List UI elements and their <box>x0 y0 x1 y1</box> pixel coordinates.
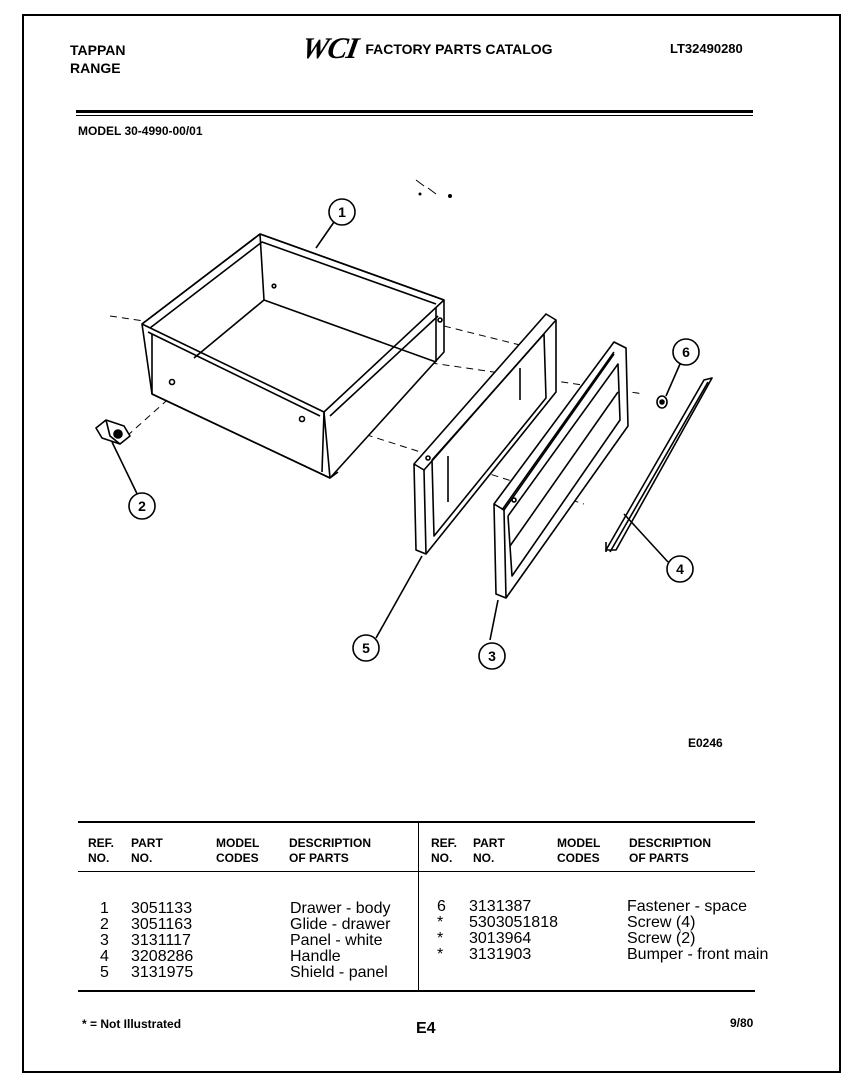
table-row <box>100 948 341 965</box>
right-header-ref: REF. NO. <box>431 836 458 865</box>
callout-5 <box>353 635 379 661</box>
table-header-rule <box>78 871 755 872</box>
left-header-ref: REF. NO. <box>88 836 115 865</box>
table-top-rule <box>78 821 755 823</box>
callout-1-label: 1 <box>338 204 346 220</box>
callout-4 <box>667 556 693 582</box>
callout-6-label: 6 <box>682 344 690 360</box>
left-header-model: MODEL CODES <box>216 836 260 865</box>
row-description: Screw (2) <box>627 930 696 947</box>
table-row <box>437 898 748 915</box>
row-description: Panel - white <box>290 932 383 949</box>
left-header-part: PART NO. <box>131 836 163 865</box>
row-ref: 2 <box>100 916 109 933</box>
row-ref: 3 <box>100 932 109 949</box>
row-ref: 6 <box>437 898 446 915</box>
diagram-code: E0246 <box>688 736 723 750</box>
table-row <box>437 914 696 931</box>
row-ref: 1 <box>100 900 109 917</box>
table-row <box>100 964 388 981</box>
callout-2 <box>129 493 155 519</box>
table-row <box>437 930 696 947</box>
row-part-number: 3131903 <box>469 946 532 963</box>
fastener-part <box>657 364 680 408</box>
row-description: Bumper - front main <box>627 946 769 963</box>
callout-2-label: 2 <box>138 498 146 514</box>
row-part-number: 3131975 <box>131 964 194 981</box>
row-ref: * <box>437 930 444 947</box>
row-ref: 5 <box>100 964 109 981</box>
catalog-number: LT32490280 <box>670 41 743 56</box>
wci-logo: WCI <box>299 32 361 65</box>
brand-name: TAPPAN <box>70 42 126 58</box>
row-part-number: 3208286 <box>131 948 194 965</box>
row-part-number: 5303051818 <box>469 914 558 931</box>
glide-part <box>96 420 142 504</box>
table-row <box>100 916 391 933</box>
row-description: Handle <box>290 948 341 965</box>
row-description: Fastener - space <box>627 898 748 915</box>
callout-5-label: 5 <box>362 640 370 656</box>
parts-catalog-page <box>22 14 841 1073</box>
table-row <box>100 932 383 949</box>
table-row <box>437 946 769 963</box>
right-header-desc: DESCRIPTION OF PARTS <box>629 836 712 865</box>
row-description: Screw (4) <box>627 914 696 931</box>
drawer-body-part <box>142 234 444 478</box>
row-part-number: 3131387 <box>469 898 532 915</box>
row-part-number: 3051133 <box>131 900 193 917</box>
product-name: RANGE <box>70 60 121 76</box>
page-number: E4 <box>416 1020 436 1037</box>
not-illustrated-note: * = Not Illustrated <box>82 1017 182 1031</box>
row-part-number: 3013964 <box>469 930 532 947</box>
right-header-model: MODEL CODES <box>557 836 601 865</box>
table-bottom-rule <box>78 990 755 992</box>
right-header-part: PART NO. <box>473 836 505 865</box>
model-number: MODEL 30-4990-00/01 <box>78 124 203 138</box>
callout-6 <box>673 339 699 365</box>
exploded-parts-diagram <box>24 16 839 806</box>
left-header-desc: DESCRIPTION OF PARTS <box>289 836 372 865</box>
row-ref: 4 <box>100 948 109 965</box>
row-part-number: 3051163 <box>131 916 193 933</box>
row-ref: * <box>437 946 444 963</box>
callout-3-label: 3 <box>488 648 496 664</box>
row-ref: * <box>437 914 444 931</box>
row-part-number: 3131117 <box>131 932 191 949</box>
callout-1 <box>316 199 355 248</box>
row-description: Drawer - body <box>290 900 391 917</box>
callout-4-label: 4 <box>676 561 684 577</box>
table-column-divider <box>418 821 419 990</box>
row-description: Shield - panel <box>290 964 388 981</box>
catalog-title: FACTORY PARTS CATALOG <box>365 41 553 57</box>
loose-screws <box>416 180 452 198</box>
revision-date: 9/80 <box>730 1016 754 1030</box>
row-description: Glide - drawer <box>290 916 391 933</box>
callout-3 <box>479 643 505 669</box>
table-row <box>100 900 391 917</box>
